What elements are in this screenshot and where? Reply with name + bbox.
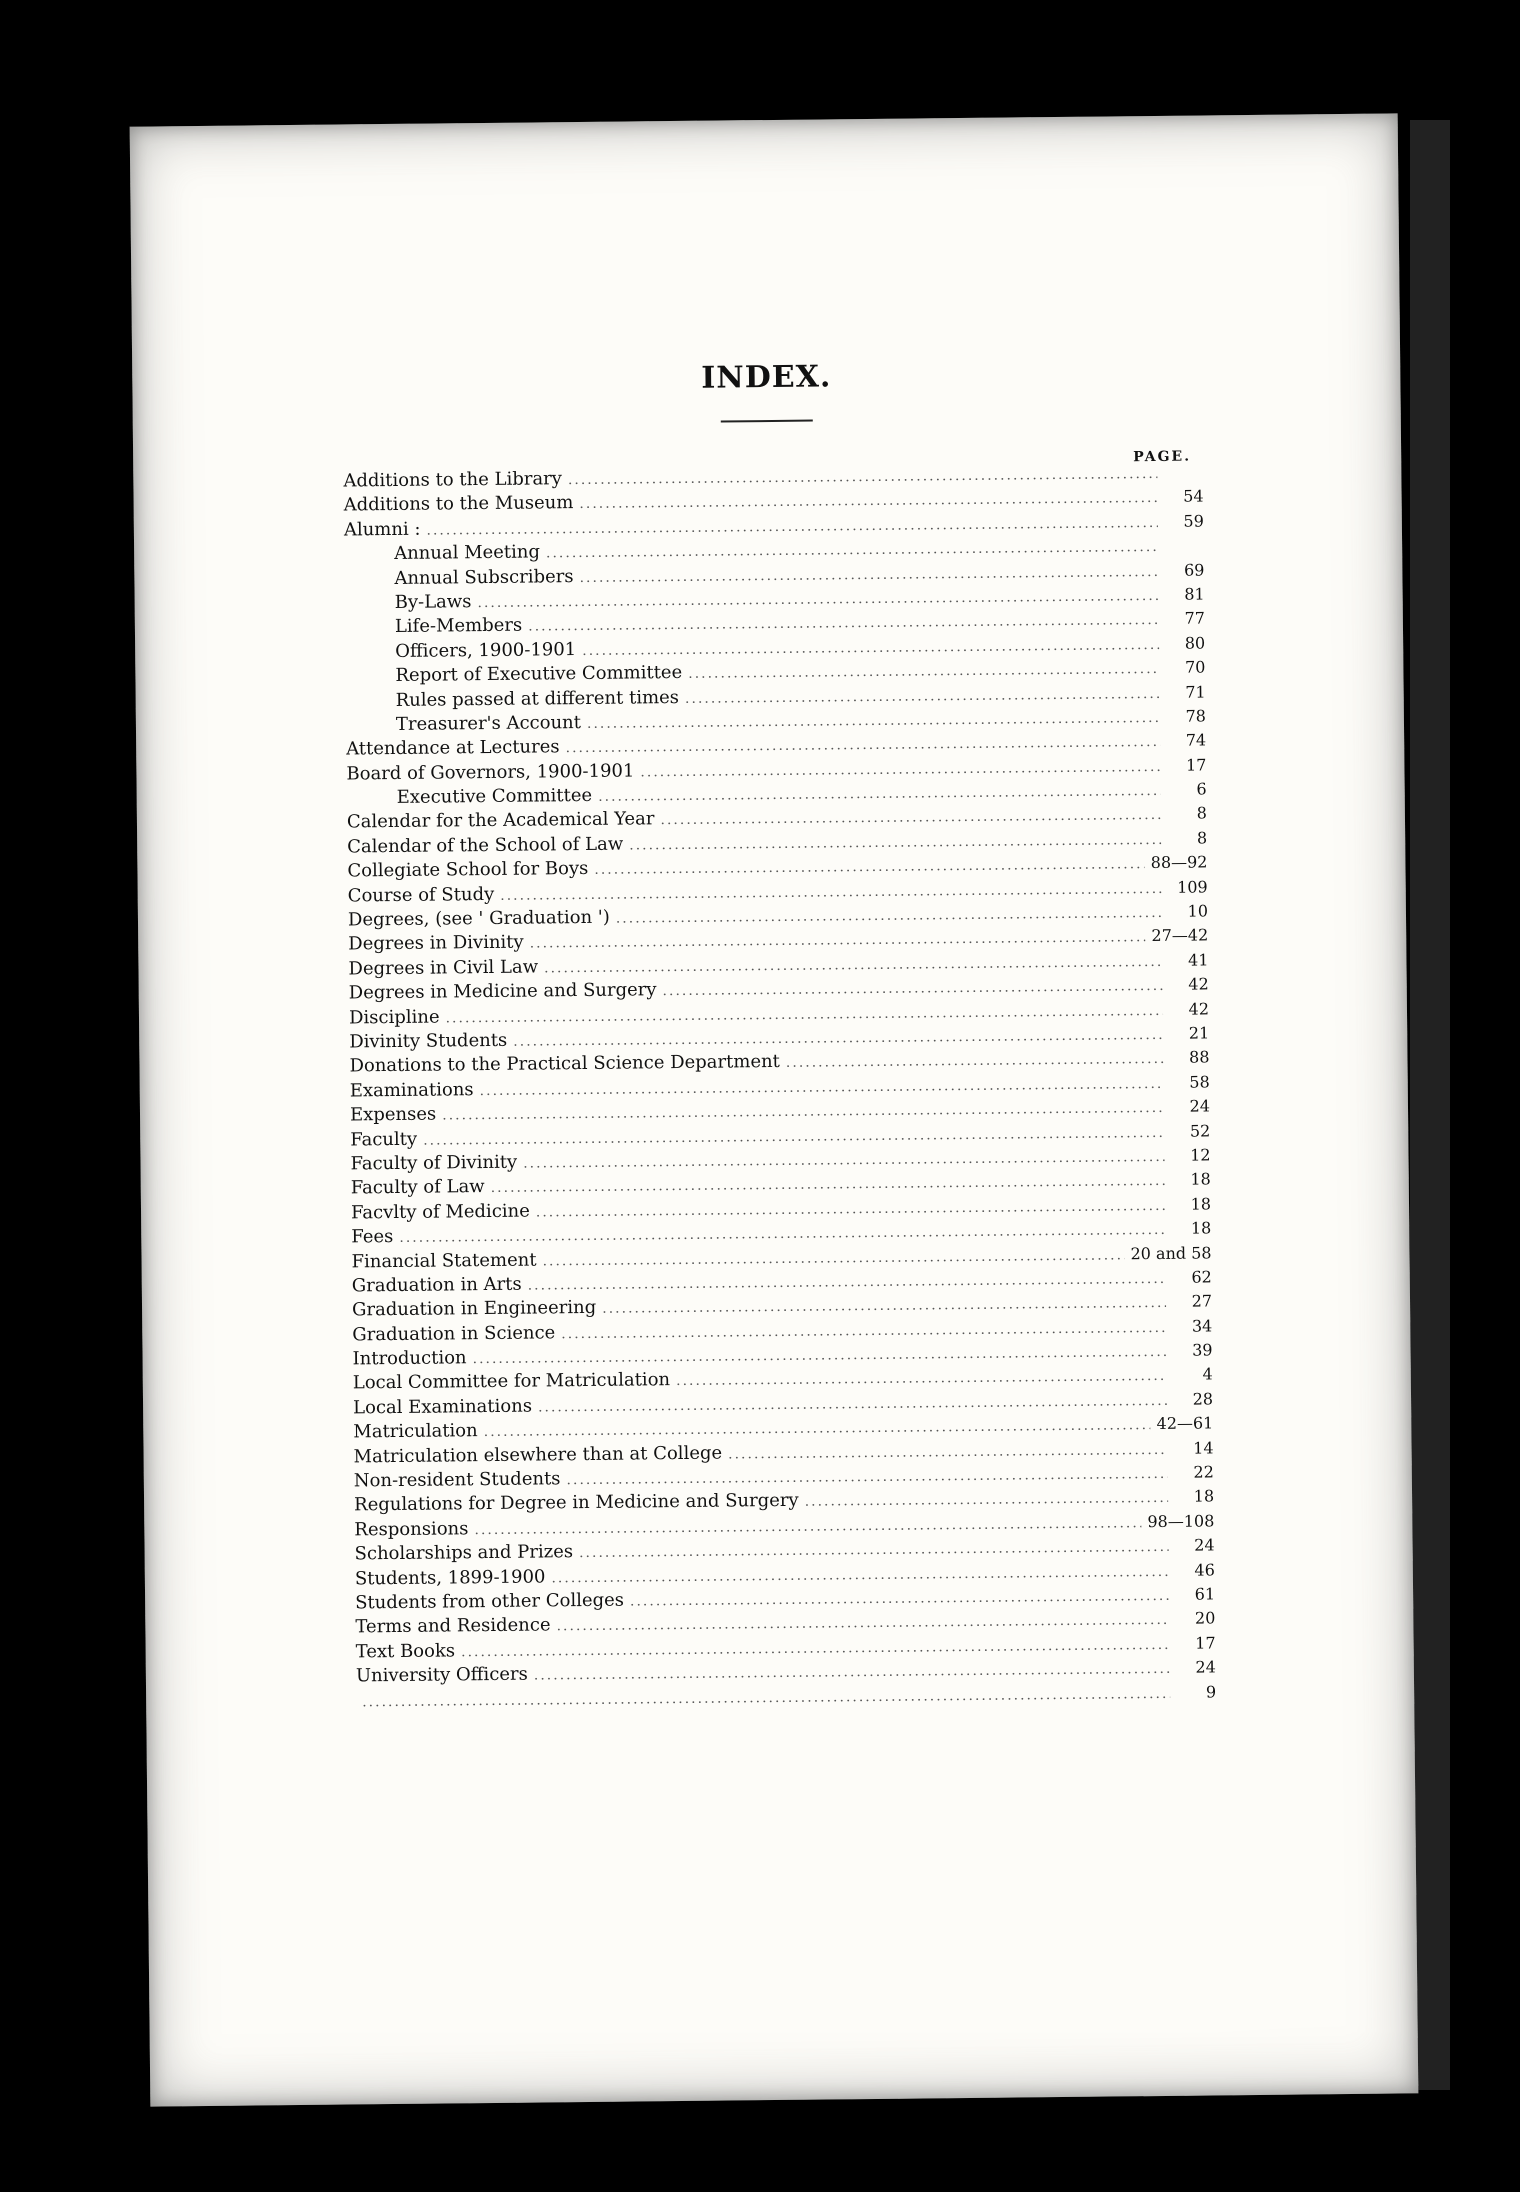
index-entry-label: Donations to the Practical Science Department [349, 1051, 780, 1077]
index-entry-page: 20 [1194, 1608, 1216, 1628]
index-entry-label: Students from other Colleges [355, 1589, 625, 1614]
index-entry-page: 8 [1196, 828, 1208, 848]
index-entry-label: Local Examinations [352, 1395, 533, 1419]
index-entry-label: Examinations [349, 1078, 474, 1102]
index-entry-label: Additions to the Library [343, 468, 563, 492]
document-page [130, 113, 1419, 2106]
index-entry-label: Treasurer's Account [395, 711, 582, 735]
index-entry-label: Expenses [349, 1103, 437, 1126]
index-entry-label: By-Laws [394, 591, 472, 613]
index-entry-page: 61 [1194, 1584, 1216, 1604]
index-entry-page: 4 [1202, 1364, 1213, 1384]
index-entry-label: Fees [351, 1226, 394, 1248]
index-entry-page: 78 [1185, 706, 1206, 726]
index-entry-label: Degrees in Civil Law [348, 956, 539, 980]
index-entry-page: 17 [1185, 755, 1207, 775]
index-entry-label: Attendance at Lectures [346, 736, 560, 760]
index-entry-page: 59 [1183, 511, 1204, 531]
index-entry-page: 18 [1190, 1169, 1211, 1189]
index-entry-label: Executive Committee [396, 784, 593, 809]
index-entry-page: 98—108 [1147, 1511, 1215, 1531]
index-entry-page: 22 [1193, 1462, 1214, 1482]
index-entry-page: 27—42 [1151, 925, 1209, 946]
index-entry-label: Regulations for Degree in Medicine and Surgery [354, 1490, 799, 1516]
index-entry-page: 42—61 [1156, 1413, 1214, 1434]
index-entry-page: 28 [1192, 1389, 1214, 1409]
index-entry-label: Board of Governors, 1900-1901 [346, 760, 635, 785]
index-entry-label: Discipline [348, 1006, 440, 1029]
index-entry-label: Graduation in Arts [351, 1273, 522, 1297]
index-entry-label: University Officers [355, 1663, 528, 1687]
index-entry-label: Degrees, (see ' Graduation ') [347, 906, 610, 931]
index-entry-page: 80 [1184, 633, 1206, 653]
index-entry-label: Annual Meeting [394, 541, 541, 565]
index-entry-page: 8 [1196, 803, 1208, 824]
index-entry-page: 10 [1187, 901, 1209, 921]
page-edge-shadow [1410, 120, 1450, 2090]
index-entry-label: Degrees in Divinity [348, 932, 524, 955]
index-entry-label: Faculty of Divinity [350, 1151, 518, 1175]
index-entry-label: Matriculation elsewhere than at College [353, 1442, 723, 1468]
index-entry-label: Faculty [350, 1128, 418, 1150]
title-rule [721, 420, 813, 423]
index-entry-page: 17 [1195, 1633, 1216, 1653]
page-title: INDEX. [701, 359, 832, 396]
index-entry-page: 18 [1190, 1218, 1212, 1238]
index-entry-label: Rules passed at different times [395, 686, 680, 711]
index-entry-label: Financial Statement [351, 1248, 537, 1272]
index-entry-label: Local Committee for Matriculation [352, 1369, 671, 1394]
index-entry-page: 12 [1190, 1145, 1211, 1165]
index-entry-page: 6 [1196, 779, 1207, 799]
index-entry-page: 88—92 [1150, 852, 1208, 873]
index-entry-page: 70 [1184, 657, 1206, 677]
index-entry-label: Graduation in Science [352, 1321, 556, 1346]
index-entry-label: Calendar of the School of Law [347, 833, 624, 858]
index-entry-page: 27 [1191, 1291, 1213, 1311]
index-entry-label: Calendar for the Academical Year [346, 808, 655, 833]
index-entry-page: 54 [1183, 486, 1204, 507]
index-entry-page: 62 [1191, 1267, 1212, 1287]
index-entry-label: Collegiate School for Boys [347, 858, 589, 882]
index-entry-page: 24 [1189, 1096, 1211, 1116]
index-entry-page: 42 [1188, 974, 1209, 994]
index-entry-label: Terms and Residence [355, 1614, 551, 1638]
index-list [343, 460, 1216, 1713]
index-entry-label: Faculty of Law [350, 1176, 485, 1199]
index-entry-label: Officers, 1900-1901 [395, 638, 577, 662]
index-entry-page: 58 [1189, 1072, 1210, 1092]
index-entry-page: 46 [1194, 1559, 1215, 1580]
index-entry-page: 81 [1184, 584, 1205, 604]
index-entry-page: 18 [1190, 1194, 1212, 1214]
index-entry-page: 34 [1191, 1316, 1213, 1336]
index-entry-label: Text Books [355, 1640, 456, 1663]
index-entry-label: Report of Executive Committee [395, 662, 683, 687]
index-entry-label: Students, 1899-1900 [354, 1565, 546, 1589]
index-entry-label: Degrees in Medicine and Surgery [348, 979, 657, 1004]
index-entry-label: Introduction [352, 1347, 467, 1370]
index-entry-page: 21 [1188, 1023, 1210, 1043]
index-entry-page: 20 and 58 [1130, 1242, 1212, 1263]
index-entry-label: Facvlty of Medicine [350, 1200, 530, 1224]
index-entry-label: Additions to the Museum [343, 492, 574, 516]
index-entry-page: 52 [1189, 1120, 1211, 1141]
index-entry-page: 9 [1205, 1681, 1217, 1702]
index-entry-label: Annual Subscribers [394, 565, 574, 589]
index-entry-page: 74 [1185, 730, 1207, 750]
index-entry-page: 71 [1185, 681, 1206, 702]
index-entry-page: 24 [1194, 1535, 1215, 1555]
index-entry-page: 88 [1189, 1047, 1210, 1068]
index-entry-label: Alumni : [343, 518, 421, 541]
index-entry-page: 109 [1177, 877, 1208, 897]
index-entry-label: Course of Study [347, 883, 495, 907]
index-entry-page: 41 [1187, 950, 1209, 970]
index-entry-label: Life-Members [394, 614, 523, 638]
index-entry-label: Non-resident Students [353, 1468, 561, 1492]
index-entry-label: Responsions [354, 1518, 469, 1541]
page-column-heading: PAGE. [1133, 448, 1192, 466]
index-entry-page: 69 [1183, 560, 1205, 580]
index-entry-page: 42 [1188, 999, 1210, 1019]
index-entry-label: Graduation in Engineering [351, 1297, 597, 1321]
index-entry-page: 39 [1192, 1340, 1213, 1360]
index-entry-label: Scholarships and Prizes [354, 1541, 574, 1565]
index-entry-page: 77 [1184, 608, 1205, 629]
index-entry-label: Divinity Students [349, 1029, 508, 1053]
index-entry-label: Matriculation [353, 1420, 478, 1443]
index-entry-page: 18 [1193, 1486, 1215, 1507]
index-entry-page: 14 [1193, 1438, 1214, 1458]
index-entry-page: 24 [1195, 1657, 1216, 1677]
